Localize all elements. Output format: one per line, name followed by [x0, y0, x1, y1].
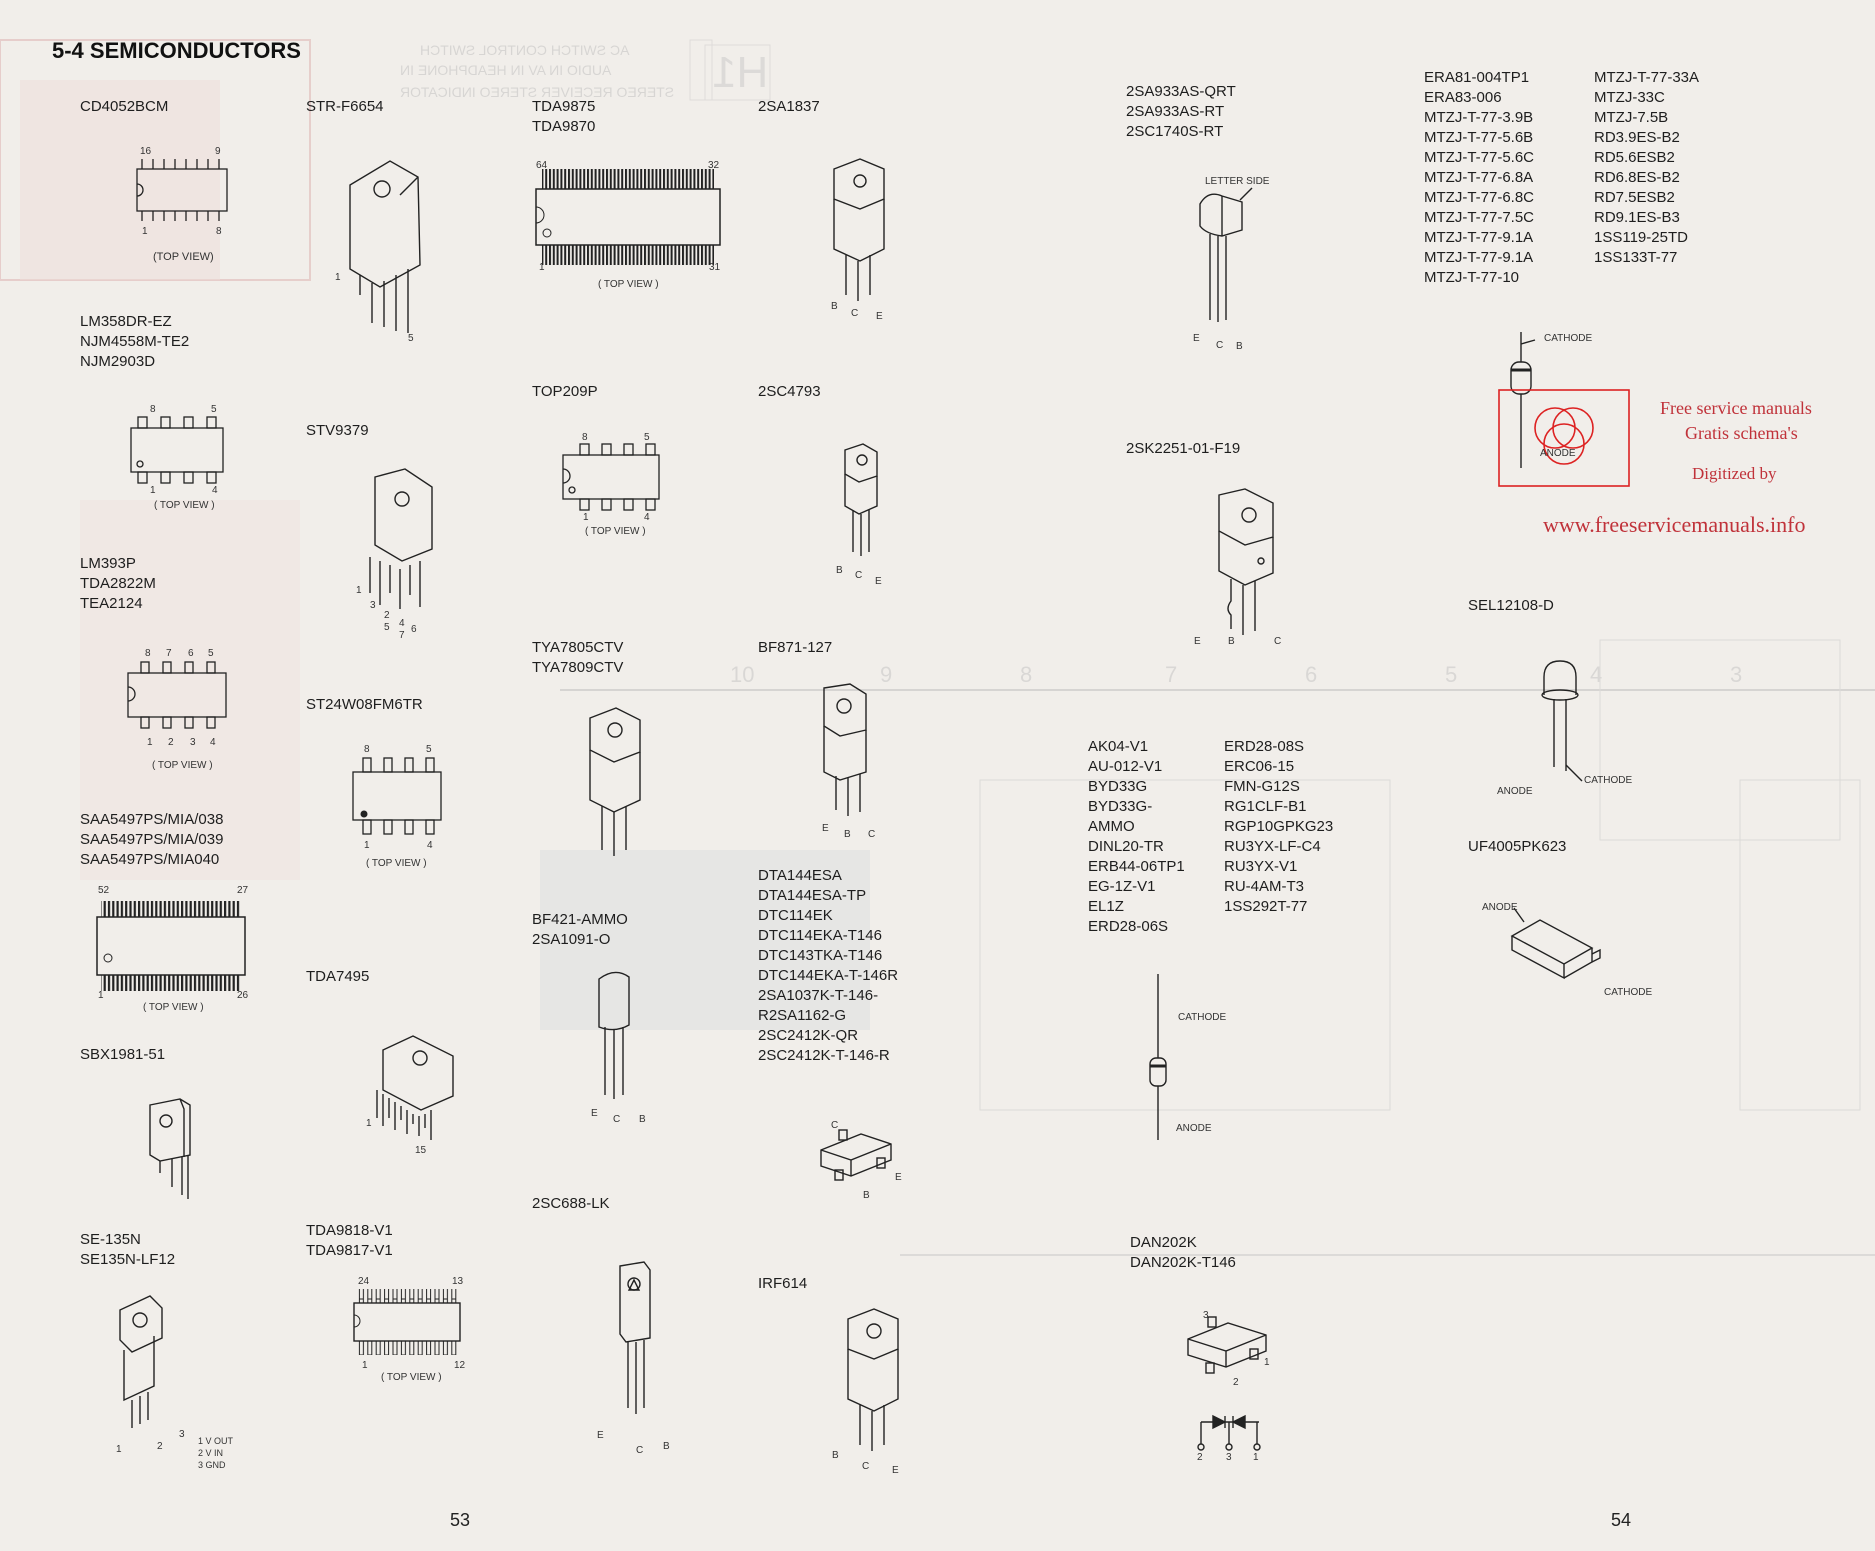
- pin-3: 3: [179, 1429, 185, 1440]
- bleed-num-8: 8: [1020, 662, 1033, 687]
- bleed-text-3: STEREO RECEIVER STEREO INDICATOR: [400, 84, 675, 100]
- pin-5: 5: [408, 333, 414, 344]
- pin-1: 1: [366, 1118, 372, 1129]
- to126-transistor-icon: [600, 1258, 680, 1438]
- pin-1: 1: [150, 485, 156, 496]
- cathode-label: CATHODE: [1544, 333, 1593, 344]
- lead-b-label: B: [663, 1441, 670, 1452]
- pin-2: 2: [157, 1441, 163, 1452]
- lead-c-label: C: [1216, 340, 1224, 351]
- pin-2: 2: [168, 737, 174, 748]
- pin-1: 1: [147, 737, 153, 748]
- sdip64-ic-icon: [530, 165, 730, 275]
- part-sel12108-label: SEL12108-D: [1468, 597, 1554, 614]
- bleed-num-9: 9: [880, 662, 893, 687]
- pin-27: 27: [237, 885, 249, 896]
- dip8-ic-icon: [128, 410, 238, 510]
- lead-b-label: B: [831, 301, 838, 312]
- part-sbx1981-label: SBX1981-51: [80, 1046, 166, 1063]
- top-view-caption: ( TOP VIEW ): [154, 500, 215, 511]
- to220-fet-icon: [1205, 485, 1295, 650]
- to92-transistor-icon: [585, 965, 655, 1115]
- bleed-num-7: 7: [1165, 662, 1178, 687]
- diode-list-column-1: AK04-V1 AU-012-V1 BYD33G BYD33G- AMMO DINL20-TR ERB44-06TP1 EG-1Z-V1 EL1Z ERD28-06S: [1088, 738, 1185, 935]
- to3p-power-ic-icon: [330, 155, 440, 345]
- to220-mosfet-icon: [830, 1305, 920, 1475]
- pin-6: 6: [411, 624, 417, 635]
- bleed-text-2: AUDIO IN AV IN HEADPHONE IN: [400, 62, 612, 78]
- watermark-line-3: Digitized by: [1692, 464, 1777, 483]
- multiwatt15-ic-icon: [365, 1030, 465, 1150]
- part-bf421-label: BF421-AMMO 2SA1091-O: [532, 911, 628, 948]
- pin-16: 16: [140, 146, 152, 157]
- pin-1: 1: [539, 262, 545, 273]
- pin-64: 64: [536, 160, 548, 171]
- pin-7: 7: [166, 648, 172, 659]
- top-view-caption: ( TOP VIEW ): [381, 1372, 442, 1383]
- pin-1: 1: [1253, 1452, 1259, 1463]
- lead-e-label: E: [892, 1465, 899, 1476]
- pin-32: 32: [708, 160, 720, 171]
- anode-label: ANODE: [1482, 902, 1518, 913]
- cathode-label: CATHODE: [1178, 1012, 1227, 1023]
- pin-4: 4: [399, 618, 405, 629]
- part-str-f6654-label: STR-F6654: [306, 98, 384, 115]
- to126-transistor-icon: [810, 680, 890, 830]
- pin-1: 1: [1264, 1357, 1270, 1368]
- pin-gnd-label: 3 GND: [198, 1460, 226, 1470]
- top-view-caption: ( TOP VIEW ): [152, 760, 213, 771]
- bleed-num-6: 6: [1305, 662, 1318, 687]
- part-dta144-list: DTA144ESA DTA144ESA-TP DTC114EK DTC114EKA-T146 DTC143TKA-T146 DTC144EKA-T-146R 2SA1037K-T-146- R2SA1162-G 2SC2412K-QR 2SC2412K-T-146-R: [758, 867, 899, 1064]
- pin-5: 5: [208, 648, 214, 659]
- diode-list-column-2: ERD28-08S ERC06-15 FMN-G12S RG1CLF-B1 RGP10GPKG23 RU3YX-LF-C4 RU3YX-V1 RU-4AM-T3 1SS292T-77: [1224, 738, 1334, 915]
- lead-b-label: B: [832, 1450, 839, 1461]
- sdip52-ic-icon: [95, 895, 255, 1005]
- pin-3: 3: [1226, 1452, 1232, 1463]
- part-sc688-label: 2SC688-LK: [532, 1195, 610, 1212]
- to220-transistor-icon: [820, 155, 900, 315]
- part-top209-label: TOP209P: [532, 383, 598, 400]
- part-tda9818-label: TDA9818-V1 TDA9817-V1: [306, 1222, 393, 1259]
- lead-e-label: E: [875, 576, 882, 587]
- cathode-label: CATHODE: [1584, 775, 1633, 786]
- bleed-text-1: AC SWITCH CONTROL SWITCH: [420, 42, 630, 58]
- pin-3: 3: [370, 600, 376, 611]
- part-dan202-label: DAN202K DAN202K-T146: [1130, 1234, 1236, 1271]
- pin-5: 5: [644, 432, 650, 443]
- section-title: 5-4 SEMICONDUCTORS: [52, 38, 301, 63]
- sot23-transistor-icon: [815, 1120, 905, 1200]
- pin-6: 6: [188, 648, 194, 659]
- lead-e-label: E: [1193, 333, 1200, 344]
- pin-52: 52: [98, 885, 110, 896]
- lead-b-label: B: [1228, 636, 1235, 647]
- led-icon: [1530, 655, 1640, 785]
- page-number-left: 53: [450, 1510, 471, 1530]
- sot23-diode-array-icon: [1180, 1305, 1280, 1385]
- lead-c-label: C: [831, 1120, 839, 1131]
- axial-zener-diode-icon: [1495, 330, 1635, 490]
- pin-8: 8: [145, 648, 151, 659]
- lead-e-label: E: [822, 823, 829, 834]
- pin-5: 5: [384, 622, 390, 633]
- pin-1: 1: [98, 990, 104, 1001]
- pin-9: 9: [215, 146, 221, 157]
- smd-diode-icon: [1500, 900, 1620, 1000]
- watermark-line-2: Gratis schema's: [1685, 423, 1798, 443]
- pin-1: 1: [364, 840, 370, 851]
- lead-e-label: E: [591, 1108, 598, 1119]
- top-view-caption: (TOP VIEW): [153, 251, 214, 263]
- pin-2: 2: [384, 610, 390, 621]
- pin-8: 8: [582, 432, 588, 443]
- pin-4: 4: [210, 737, 216, 748]
- part-se135-label: SE-135N SE135N-LF12: [80, 1231, 176, 1268]
- part-st24-label: ST24W08FM6TR: [306, 696, 423, 713]
- lead-c-label: C: [636, 1445, 644, 1456]
- multiwatt-ic-icon: [350, 465, 450, 640]
- part-irf614-label: IRF614: [758, 1275, 808, 1292]
- lead-c-label: C: [855, 570, 863, 581]
- lead-e-label: E: [1194, 636, 1201, 647]
- bleed-num-4: 4: [1590, 662, 1603, 687]
- pin-2: 2: [1233, 1377, 1239, 1388]
- lead-e-label: E: [597, 1430, 604, 1441]
- cathode-label: CATHODE: [1604, 987, 1653, 998]
- part-2sk2251-label: 2SK2251-01-F19: [1126, 440, 1241, 457]
- part-tda7495-label: TDA7495: [306, 968, 370, 985]
- lead-c-label: C: [1274, 636, 1282, 647]
- pin-2: 2: [1197, 1452, 1203, 1463]
- lead-b-label: B: [844, 829, 851, 840]
- watermark-line-1: Free service manuals: [1660, 398, 1812, 418]
- part-lm393-label: LM393P TDA2822M TEA2124: [80, 555, 156, 612]
- anode-label: ANODE: [1497, 786, 1533, 797]
- dip16-ic-icon: [130, 145, 240, 265]
- top-view-caption: ( TOP VIEW ): [598, 279, 659, 290]
- pin-24: 24: [358, 1276, 370, 1287]
- pin-8: 8: [216, 226, 222, 237]
- to220f-transistor-icon: [835, 440, 895, 570]
- pin-1: 1: [356, 585, 362, 596]
- part-2sa933-list: 2SA933AS-QRT 2SA933AS-RT 2SC1740S-RT: [1126, 83, 1236, 140]
- pin-4: 4: [212, 485, 218, 496]
- diode-list-column-3: ERA81-004TP1 ERA83-006 MTZJ-T-77-3.9B MTZJ-T-77-5.6B MTZJ-T-77-5.6C MTZJ-T-77-6.8A MTZJ-T-77-6.8C MTZJ-T-77-7.5C MTZJ-T-77-9.1A MTZJ-T-77-9.1A MTZJ-T-77-10: [1424, 69, 1535, 286]
- bleed-num-10: 10: [730, 662, 755, 687]
- pin-4: 4: [644, 512, 650, 523]
- pin-13: 13: [452, 1276, 464, 1287]
- bleed-num-5: 5: [1445, 662, 1458, 687]
- so24-ic-icon: [350, 1285, 470, 1375]
- pin-vout-label: 1 V OUT: [198, 1436, 234, 1446]
- pin-5: 5: [426, 744, 432, 755]
- pin-31: 31: [709, 262, 721, 273]
- part-bf871-label: BF871-127: [758, 639, 833, 656]
- pin-3: 3: [1203, 1310, 1209, 1321]
- pin-vin-label: 2 V IN: [198, 1448, 224, 1458]
- pin-1: 1: [116, 1444, 122, 1455]
- bleed-text-h1: H1: [712, 48, 769, 97]
- pin-1: 1: [142, 226, 148, 237]
- lead-b-label: B: [1236, 341, 1243, 352]
- lead-e-label: E: [895, 1172, 902, 1183]
- part-tya7805-label: TYA7805CTV TYA7809CTV: [532, 639, 624, 676]
- to92-transistor-icon: [1190, 180, 1280, 340]
- watermark-url: www.freeservicemanuals.info: [1543, 512, 1806, 537]
- lead-c-label: C: [613, 1114, 621, 1125]
- pin-1: 1: [362, 1360, 368, 1371]
- dip8-ic-icon: [560, 440, 670, 530]
- lead-b-label: B: [639, 1114, 646, 1125]
- regulator-package-icon: [140, 1095, 210, 1205]
- top-view-caption: ( TOP VIEW ): [585, 526, 646, 537]
- lead-e-label: E: [876, 311, 883, 322]
- part-uf4005-label: UF4005PK623: [1468, 838, 1567, 855]
- pin-12: 12: [454, 1360, 466, 1371]
- part-tda9875-label: TDA9875 TDA9870: [532, 98, 596, 135]
- pin-5: 5: [211, 404, 217, 415]
- lead-b-label: B: [836, 565, 843, 576]
- pin-26: 26: [237, 990, 249, 1001]
- part-2sa1837-label: 2SA1837: [758, 98, 820, 115]
- bleed-num-3: 3: [1730, 662, 1743, 687]
- pin-7: 7: [399, 630, 405, 641]
- letter-side-label: LETTER SIDE: [1205, 176, 1270, 187]
- part-stv9379-label: STV9379: [306, 422, 369, 439]
- top-view-caption: ( TOP VIEW ): [366, 858, 427, 869]
- lead-c-label: C: [862, 1461, 870, 1472]
- lead-b-label: B: [863, 1190, 870, 1201]
- part-saa5497-label: SAA5497PS/MIA/038 SAA5497PS/MIA/039 SAA5497PS/MIA040: [80, 811, 224, 868]
- anode-label: ANODE: [1540, 448, 1576, 459]
- pin-1: 1: [335, 272, 341, 283]
- pin-8: 8: [150, 404, 156, 415]
- to220-transistor-icon: [110, 1290, 190, 1450]
- dip8-ic-icon: [125, 655, 235, 755]
- pin-8: 8: [364, 744, 370, 755]
- part-cd4052-label: CD4052BCM: [80, 98, 169, 115]
- pin-4: 4: [427, 840, 433, 851]
- part-lm358-label: LM358DR-EZ NJM4558M-TE2 NJM2903D: [80, 313, 190, 370]
- top-view-caption: ( TOP VIEW ): [143, 1002, 204, 1013]
- pin-3: 3: [190, 737, 196, 748]
- lead-c-label: C: [868, 829, 876, 840]
- pin-1: 1: [583, 512, 589, 523]
- lead-c-label: C: [851, 308, 859, 319]
- page-number-right: 54: [1611, 1510, 1632, 1530]
- anode-label: ANODE: [1176, 1123, 1212, 1134]
- diode-list-column-4: MTZJ-T-77-33A MTZJ-33C MTZJ-7.5B RD3.9ES-B2 RD5.6ESB2 RD6.8ES-B2 RD7.5ESB2 RD9.1ES-B3 1SS119-25TD 1SS133T-77: [1594, 69, 1700, 266]
- pin-15: 15: [415, 1145, 427, 1156]
- to220-regulator-icon: [580, 700, 660, 860]
- so8-ic-icon: [348, 752, 448, 852]
- part-2sc4793-label: 2SC4793: [758, 383, 821, 400]
